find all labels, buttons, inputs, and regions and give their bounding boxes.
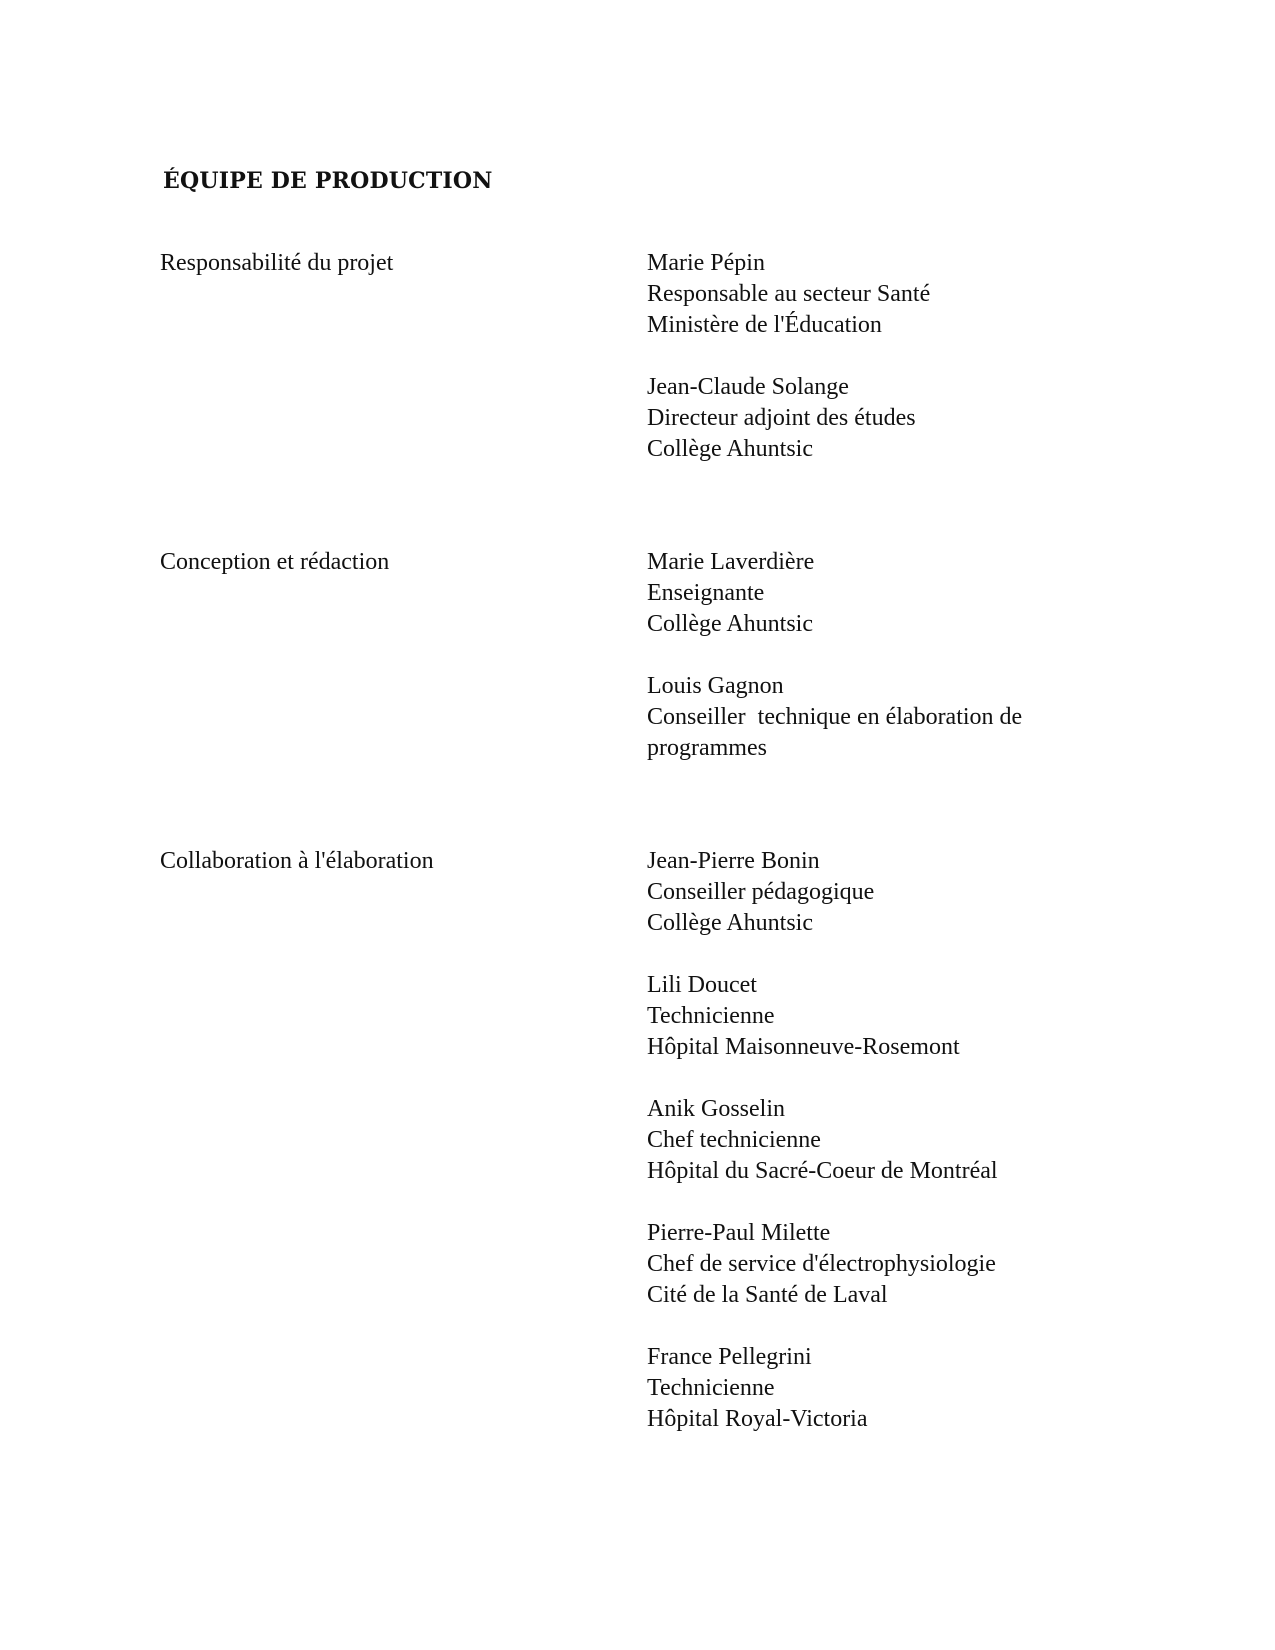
- person-entry: [647, 970, 1067, 1063]
- person-name: Louis Gagnon: [647, 673, 784, 699]
- role-label: Responsabilité du projet: [160, 250, 394, 276]
- person-entry: [647, 547, 1067, 640]
- role-label: Collaboration à l'élaboration: [160, 848, 434, 874]
- person-position: Directeur adjoint des études: [647, 405, 916, 431]
- person-position: Responsable au secteur Santé: [647, 281, 931, 307]
- person-organization: Collège Ahuntsic: [647, 910, 813, 936]
- person-name: Marie Pépin: [647, 250, 765, 276]
- person-entry: [647, 372, 1067, 465]
- person-position: Technicienne: [647, 1375, 775, 1401]
- people-list: [647, 846, 1067, 1466]
- person-organization: programmes: [647, 735, 767, 761]
- people-list: [647, 547, 1067, 795]
- person-organization: Ministère de l'Éducation: [647, 312, 882, 338]
- person-organization: Collège Ahuntsic: [647, 611, 813, 637]
- person-organization: Hôpital du Sacré-Coeur de Montréal: [647, 1158, 998, 1184]
- person-entry: [647, 846, 1067, 939]
- person-name: Lili Doucet: [647, 972, 757, 998]
- person-name: Pierre-Paul Milette: [647, 1220, 831, 1246]
- person-name: Jean-Claude Solange: [647, 374, 849, 400]
- person-position: Chef de service d'électrophysiologie: [647, 1251, 996, 1277]
- person-entry: [647, 248, 1067, 341]
- person-entry: [647, 1094, 1067, 1187]
- person-organization: Collège Ahuntsic: [647, 436, 813, 462]
- person-position: Conseiller technique en élaboration de: [647, 704, 1023, 730]
- person-organization: Cité de la Santé de Laval: [647, 1282, 888, 1308]
- person-entry: [647, 671, 1067, 764]
- person-entry: [647, 1342, 1067, 1435]
- page-title: ÉQUIPE DE PRODUCTION: [163, 168, 493, 194]
- person-name: Anik Gosselin: [647, 1096, 785, 1122]
- person-position: Conseiller pédagogique: [647, 879, 875, 905]
- person-position: Enseignante: [647, 580, 765, 606]
- person-name: Marie Laverdière: [647, 549, 815, 575]
- person-organization: Hôpital Maisonneuve-Rosemont: [647, 1034, 960, 1060]
- person-position: Chef technicienne: [647, 1127, 821, 1153]
- people-list: [647, 248, 1067, 496]
- person-organization: Hôpital Royal-Victoria: [647, 1406, 868, 1432]
- role-label: Conception et rédaction: [160, 549, 390, 575]
- person-name: France Pellegrini: [647, 1344, 812, 1370]
- person-entry: [647, 1218, 1067, 1311]
- person-name: Jean-Pierre Bonin: [647, 848, 820, 874]
- person-position: Technicienne: [647, 1003, 775, 1029]
